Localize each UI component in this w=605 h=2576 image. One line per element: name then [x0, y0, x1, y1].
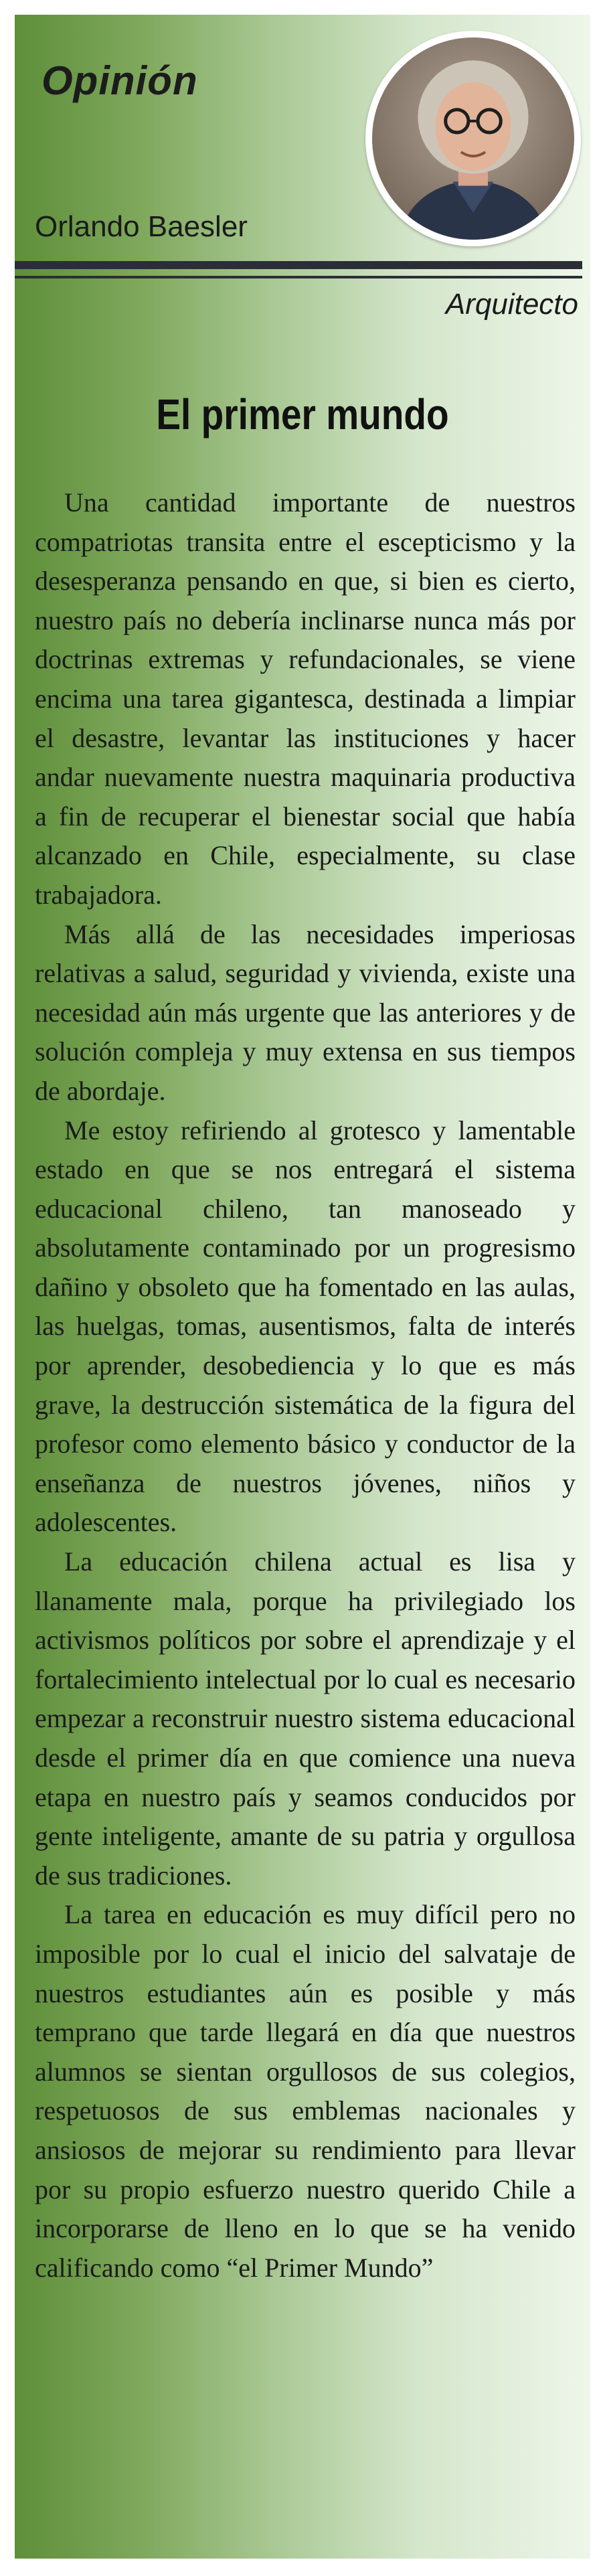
article-paragraph: La educación chilena actual es lisa y llanamente mala, porque ha privilegiado los activismos políticos por sobre el aprendizaje y el fortalecimiento intelectual por lo cual es necesario empezar a reconstruir nuestro sistema educacional desde el primer día en que comience una nueva etapa en nuestro país y seamos conducidos por gente inteligente, amante de su patria y orgullosa de sus tradiciones. — [35, 1546, 576, 1890]
article-body — [35, 483, 576, 2287]
opinion-column — [15, 15, 590, 2559]
section-title: Opinión — [41, 58, 198, 103]
article-paragraph: La tarea en educación es muy difícil pero no imposible por lo cual el inicio del salvataje de nuestros estudiantes aún es posible y más temprano que tarde llegará en día que nuestros alumnos se sientan orgullosos de sus colegios, respetuosos de sus emblemas nacionales y ansiosos de mejorar su rendimiento para llevar por su propio esfuerzo nuestro querido Chile a incorporarse de lleno en lo que se ha venido calificando como “el Primer Mundo” — [35, 1899, 576, 2283]
divider-thick — [15, 261, 582, 269]
article-paragraph: Me estoy refiriendo al grotesco y lamentable estado en que se nos entregará el sistema educacional chileno, tan manoseado y absolutamente contaminado por un progresismo dañino y obsoleto que ha fomentado en las aulas, las huelgas, tomas, ausentismos, falta de interés por aprender, desobediencia y lo que es más grave, la destrucción sistemática de la figura del profesor como elemento básico y conductor de la enseñanza de nuestros jóvenes, niños y adolescentes. — [35, 1115, 576, 1538]
author-name: Orlando Baesler — [35, 210, 248, 243]
divider-thin — [15, 276, 582, 278]
article-paragraph: Más allá de las necesidades imperiosas relativas a salud, seguridad y vivienda, existe una necesidad aún más urgente que las anteriores y de solución compleja y muy extensa en sus tiempos de abordaje. — [35, 918, 576, 1106]
author-photo — [372, 37, 574, 240]
author-portrait — [365, 31, 581, 246]
author-profession: Arquitecto — [445, 288, 578, 321]
article-title: El primer mundo — [156, 390, 449, 438]
article-paragraph: Una cantidad importante de nuestros compatriotas transita entre el escepticismo y la desesperanza pensando en que, si bien es cierto, nuestro país no debería inclinarse nunca más por doctrinas extremas y refundacionales, se viene encima una tarea gigantesca, destinada a limpiar el desastre, levantar las instituciones y hacer andar nuevamente nuestra maquinaria productiva a fin de recuperar el bienestar social que había alcanzado en Chile, especialmente, su clase trabajadora. — [35, 487, 576, 910]
